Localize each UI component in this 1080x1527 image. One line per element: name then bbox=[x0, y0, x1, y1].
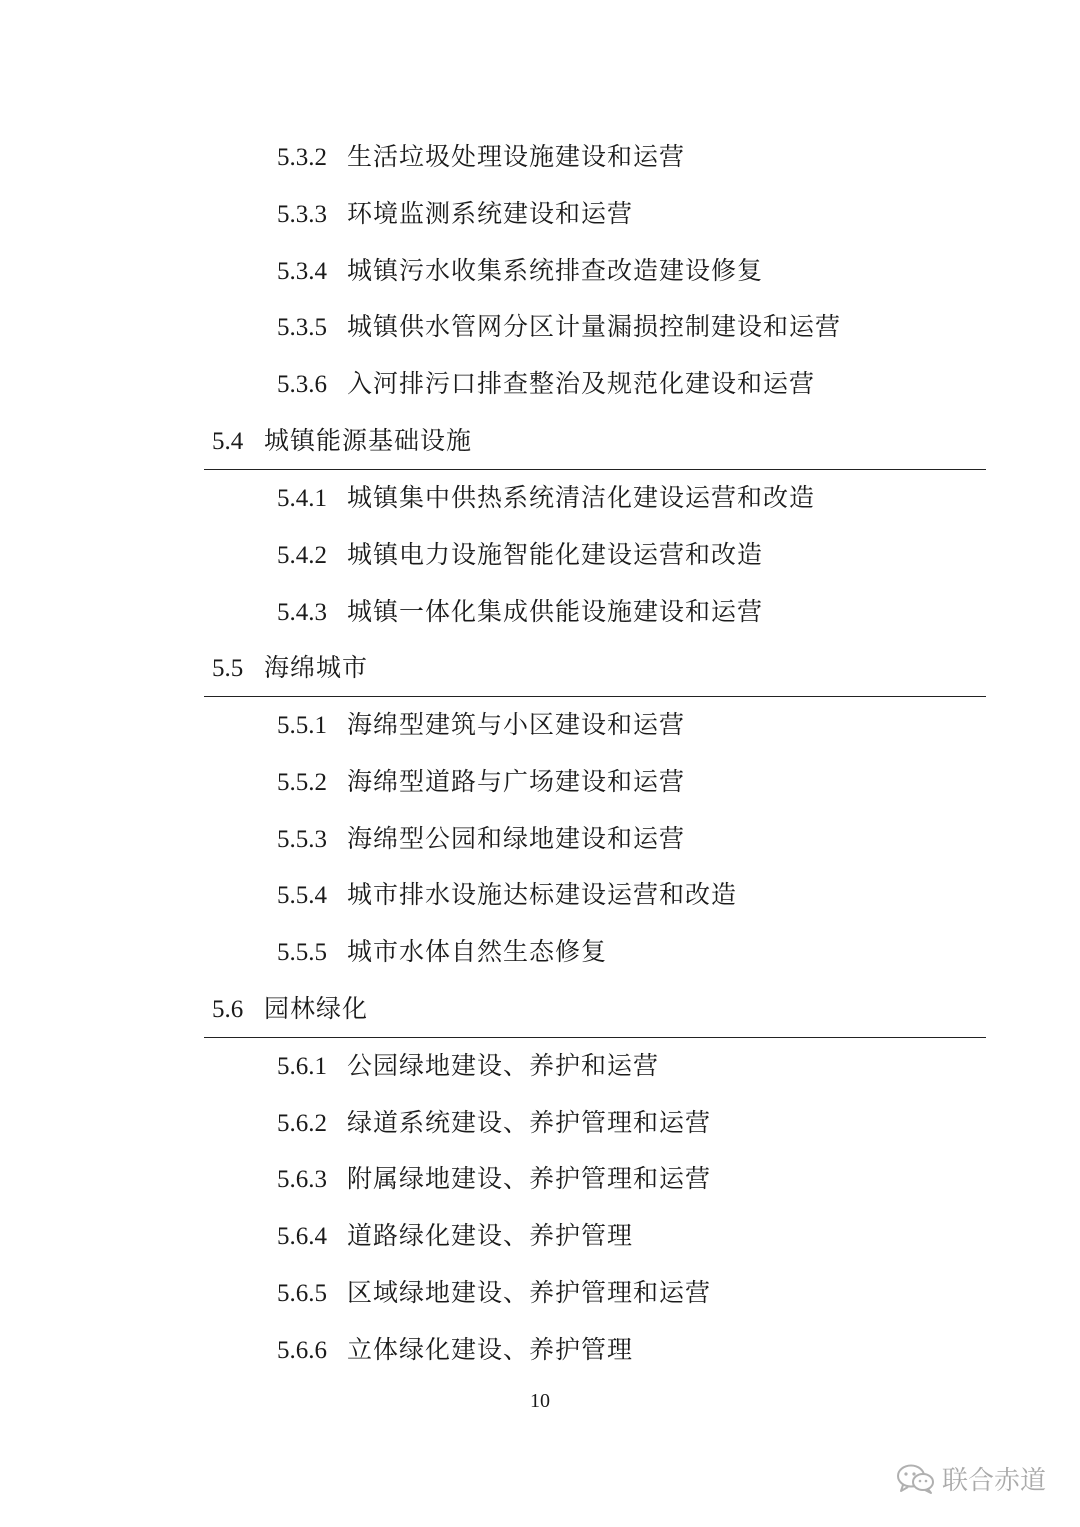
entry-number: 5.5.3 bbox=[277, 826, 327, 853]
entry-5-6-5 bbox=[277, 1277, 711, 1310]
entry-5-6-4 bbox=[277, 1220, 633, 1253]
entry-number: 5.4.2 bbox=[277, 542, 327, 569]
watermark-text: 联合赤道 bbox=[941, 1466, 1046, 1496]
entry-number: 5.3.4 bbox=[277, 258, 327, 285]
entry-text: 城市排水设施达标建设运营和改造 bbox=[347, 880, 738, 909]
entry-number: 5.5.5 bbox=[277, 939, 327, 966]
entry-number: 5.3.3 bbox=[277, 201, 327, 228]
entry-5-3-2 bbox=[277, 141, 685, 174]
entry-text: 城镇集中供热系统清洁化建设运营和改造 bbox=[347, 483, 816, 512]
entry-number: 5.4.1 bbox=[277, 485, 327, 512]
section-title: 海绵城市 bbox=[264, 653, 369, 682]
watermark bbox=[896, 1460, 1046, 1497]
entry-text: 立体绿化建设、养护管理 bbox=[347, 1335, 634, 1364]
section-divider bbox=[204, 696, 986, 697]
entry-number: 5.6.1 bbox=[277, 1053, 327, 1080]
entry-text: 公园绿地建设、养护和运营 bbox=[347, 1051, 660, 1080]
entry-5-4-3 bbox=[277, 596, 763, 629]
entry-text: 城镇供水管网分区计量漏损控制建设和运营 bbox=[347, 312, 842, 341]
entry-text: 海绵型道路与广场建设和运营 bbox=[347, 767, 686, 796]
entry-text: 城市水体自然生态修复 bbox=[347, 937, 608, 966]
entry-number: 5.6.3 bbox=[277, 1166, 327, 1193]
entry-number: 5.6.6 bbox=[277, 1337, 327, 1364]
section-divider bbox=[204, 469, 986, 470]
entry-5-4-1 bbox=[277, 482, 815, 515]
section-divider bbox=[204, 1037, 986, 1038]
page-number: 10 bbox=[530, 1390, 550, 1412]
entry-5-3-4 bbox=[277, 255, 763, 288]
entry-5-6-6 bbox=[277, 1334, 633, 1367]
entry-5-6-2 bbox=[277, 1107, 711, 1140]
entry-number: 5.3.5 bbox=[277, 314, 327, 341]
entry-text: 区域绿地建设、养护管理和运营 bbox=[347, 1278, 712, 1307]
entry-5-5-2 bbox=[277, 766, 685, 799]
entry-text: 入河排污口排查整治及规范化建设和运营 bbox=[347, 369, 816, 398]
entry-number: 5.5.1 bbox=[277, 712, 327, 739]
section-number: 5.4 bbox=[212, 428, 244, 455]
entry-text: 海绵型建筑与小区建设和运营 bbox=[347, 710, 686, 739]
entry-5-5-1 bbox=[277, 709, 685, 742]
entry-number: 5.6.4 bbox=[277, 1223, 327, 1250]
entry-5-5-5 bbox=[277, 936, 607, 969]
entry-text: 生活垃圾处理设施建设和运营 bbox=[347, 142, 686, 171]
entry-number: 5.5.4 bbox=[277, 882, 327, 909]
entry-5-5-3 bbox=[277, 823, 685, 856]
section-title: 城镇能源基础设施 bbox=[264, 426, 473, 455]
entry-text: 城镇电力设施智能化建设运营和改造 bbox=[347, 540, 764, 569]
section-number: 5.6 bbox=[212, 996, 244, 1023]
entry-5-5-4 bbox=[277, 879, 737, 912]
section-heading-5-4 bbox=[212, 425, 472, 458]
entry-5-3-5 bbox=[277, 311, 841, 344]
entry-text: 城镇污水收集系统排查改造建设修复 bbox=[347, 256, 764, 285]
entry-5-4-2 bbox=[277, 539, 763, 572]
section-heading-5-5 bbox=[212, 652, 368, 685]
entry-number: 5.3.6 bbox=[277, 371, 327, 398]
entry-text: 环境监测系统建设和运营 bbox=[347, 199, 634, 228]
wechat-icon bbox=[896, 1463, 936, 1495]
entry-5-3-3 bbox=[277, 198, 633, 231]
entry-text: 道路绿化建设、养护管理 bbox=[347, 1221, 634, 1250]
entry-number: 5.6.5 bbox=[277, 1280, 327, 1307]
section-number: 5.5 bbox=[212, 655, 244, 682]
entry-text: 城镇一体化集成供能设施建设和运营 bbox=[347, 597, 764, 626]
entry-text: 绿道系统建设、养护管理和运营 bbox=[347, 1108, 712, 1137]
entry-text: 附属绿地建设、养护管理和运营 bbox=[347, 1164, 712, 1193]
entry-number: 5.6.2 bbox=[277, 1110, 327, 1137]
entry-5-3-6 bbox=[277, 368, 815, 401]
entry-text: 海绵型公园和绿地建设和运营 bbox=[347, 824, 686, 853]
entry-5-6-3 bbox=[277, 1163, 711, 1196]
section-heading-5-6 bbox=[212, 993, 368, 1026]
entry-5-6-1 bbox=[277, 1050, 659, 1083]
entry-number: 5.5.2 bbox=[277, 769, 327, 796]
entry-number: 5.4.3 bbox=[277, 599, 327, 626]
section-title: 园林绿化 bbox=[264, 994, 369, 1023]
entry-number: 5.3.2 bbox=[277, 144, 327, 171]
